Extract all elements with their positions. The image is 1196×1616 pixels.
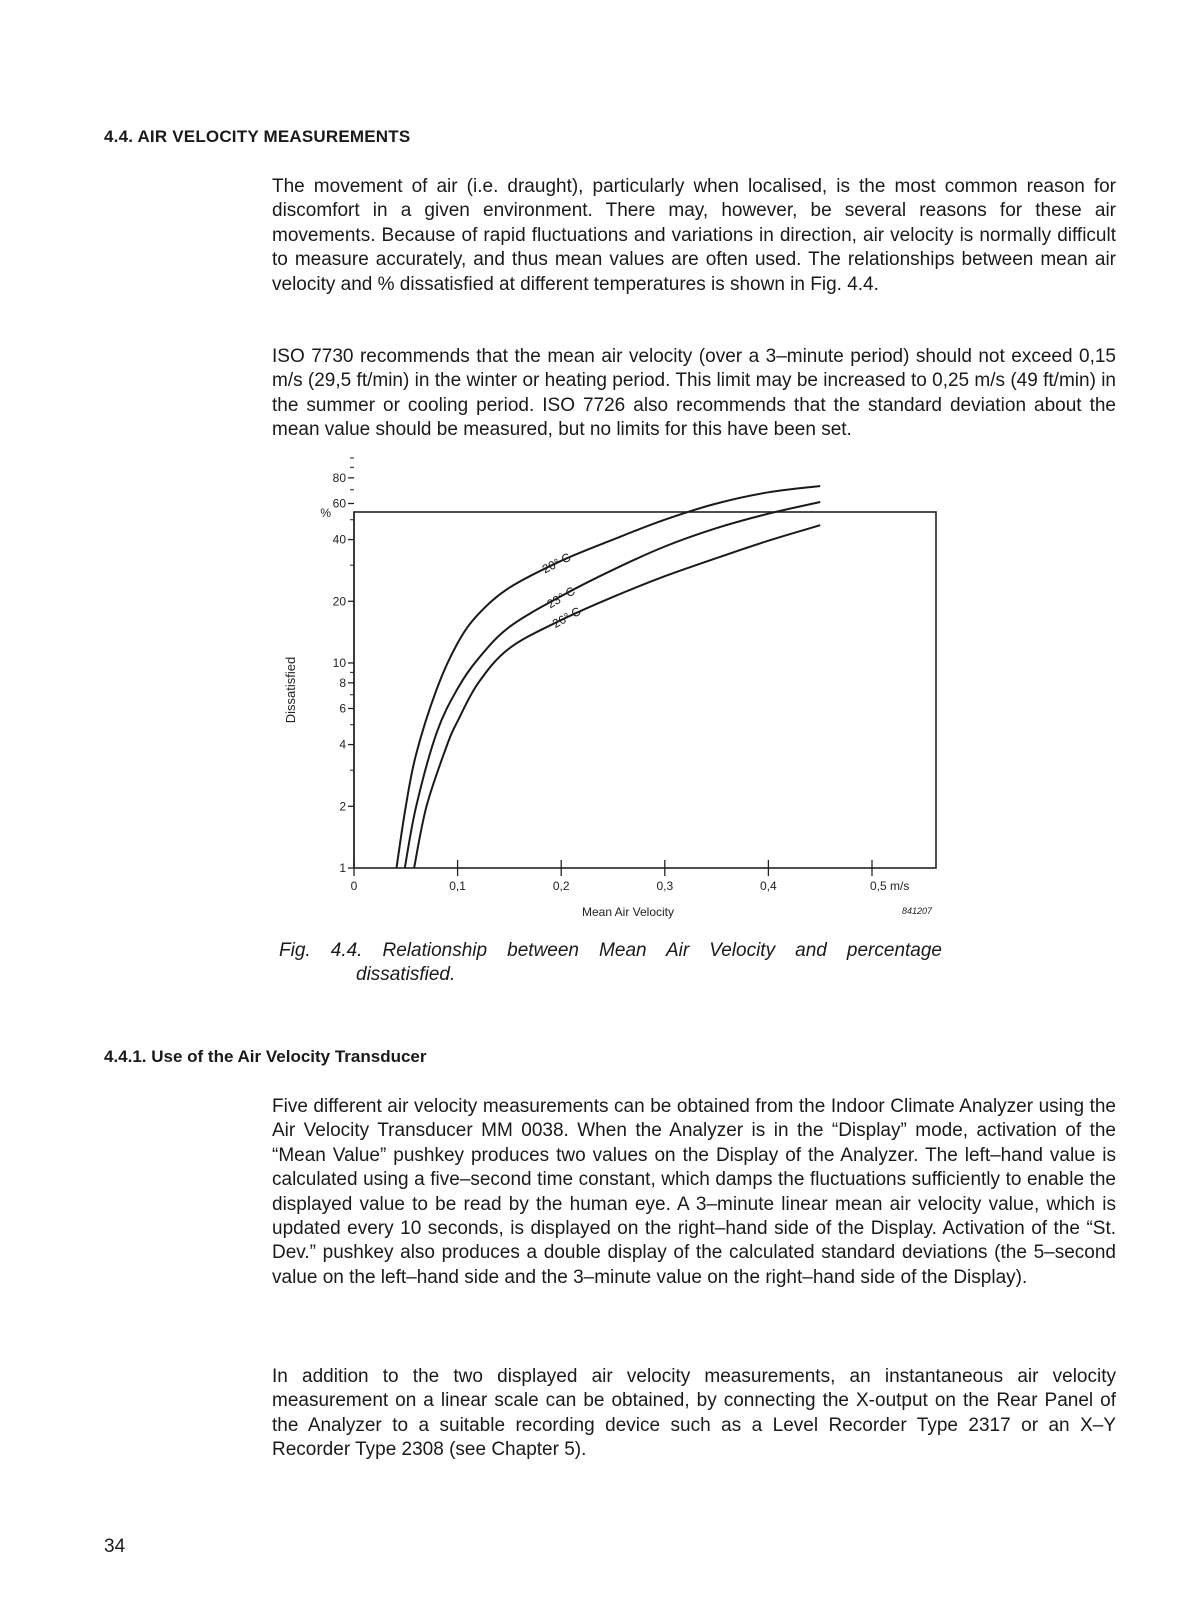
section-paragraph-2: ISO 7730 recommends that the mean air velocity (over a 3–minute period) should not exceed 0,15 m/s (29,5 ft/min) in the winter or heating period. This limit may be increased to 0,25 m/s (49 ft/min) in the summer or cooling period. ISO 7726 also recommends that the standard deviation about the mean value should be measured, but no limits for this have been set. xyxy=(272,346,1116,441)
subsection-paragraph-1: Five different air velocity measurements can be obtained from the Indoor Climate Analyzer using the Air Velocity Transducer MM 0038. When the Analyzer is in the “Display” mode, activation of the “Mean Value” pushkey produces two values on the Display of the Analyzer. The left–hand value is calculated using a five–second time constant, which damps the fluctuations sufficiently to enable the displayed value to be read by the human eye. A 3–minute linear mean air velocity value, which is updated every 10 seconds, is displayed on the right–hand side of the Display. Activation of the “St. Dev.” pushkey also produces a double display of the calculated standard deviations (the 5–second value on the left–hand side and the 3–minute value on the right–hand side of the Display). xyxy=(272,1096,1116,1288)
curve-label: 20° C xyxy=(539,549,574,577)
y-tick-label: 2 xyxy=(339,799,346,814)
y-tick-label: 80 xyxy=(332,470,346,485)
page-number: 34 xyxy=(104,1536,126,1557)
x-tick-label: 0,4 xyxy=(760,879,777,893)
y-tick-label: 1 xyxy=(339,861,346,875)
curve-label: 23° C xyxy=(544,583,578,612)
subsection-heading: 4.4.1. Use of the Air Velocity Transducer xyxy=(104,1047,427,1066)
figure-code: 841207 xyxy=(901,906,932,916)
subsection-paragraph-2: In addition to the two displayed air velocity measurements, an instantaneous air velocity measurement on a linear scale can be obtained, by connecting the X-output on the Rear Panel of the Analyzer to a suitable recording device such as a Level Recorder Type 2317 or an X–Y Recorder Type 2308 (see Chapter 5). xyxy=(272,1366,1116,1461)
air-velocity-chart xyxy=(280,470,950,930)
figure-caption-line-1: Fig. 4.4. Relationship between Mean Air Velocity and percentage xyxy=(279,940,942,961)
curve-label: 26° C xyxy=(550,604,584,631)
y-tick-label: 8 xyxy=(339,675,346,690)
y-tick-label: 20 xyxy=(332,594,346,609)
curve-26c xyxy=(414,525,820,868)
chart-frame xyxy=(354,512,936,868)
y-tick-label: 4 xyxy=(339,737,346,752)
x-axis-label: Mean Air Velocity xyxy=(581,905,675,919)
curve-23c xyxy=(405,502,820,868)
figure-caption xyxy=(279,939,942,987)
figure-caption-line-2: dissatisfied. xyxy=(356,964,456,985)
x-tick-label: 0 xyxy=(350,879,358,893)
y-tick-label: 6 xyxy=(339,701,346,716)
x-tick-label: 0,3 xyxy=(656,879,674,893)
section-heading: 4.4. AIR VELOCITY MEASUREMENTS xyxy=(104,127,411,146)
y-axis-label: Dissatisfied xyxy=(283,656,298,724)
y-tick-label: 10 xyxy=(332,656,346,670)
y-tick-label: 40 xyxy=(332,532,346,547)
curve-20c xyxy=(397,486,821,868)
x-tick-label: 0,5 m/s xyxy=(870,879,910,893)
x-tick-label: 0,1 xyxy=(449,879,466,893)
y-unit-label: % xyxy=(320,506,331,520)
x-tick-label: 0,2 xyxy=(552,879,570,893)
section-paragraph-1: The movement of air (i.e. draught), particularly when localised, is the most common reason for discomfort in a given environment. There may, however, be several reasons for these air movements. Because of rapid fluctuations and variations in direction, air velocity is normally difficult to measure accurately, and thus mean values are often used. The relationships between mean air velocity and % dissatisfied at different temperatures is shown in Fig. 4.4. xyxy=(272,176,1116,295)
y-tick-label: 60 xyxy=(332,496,346,511)
